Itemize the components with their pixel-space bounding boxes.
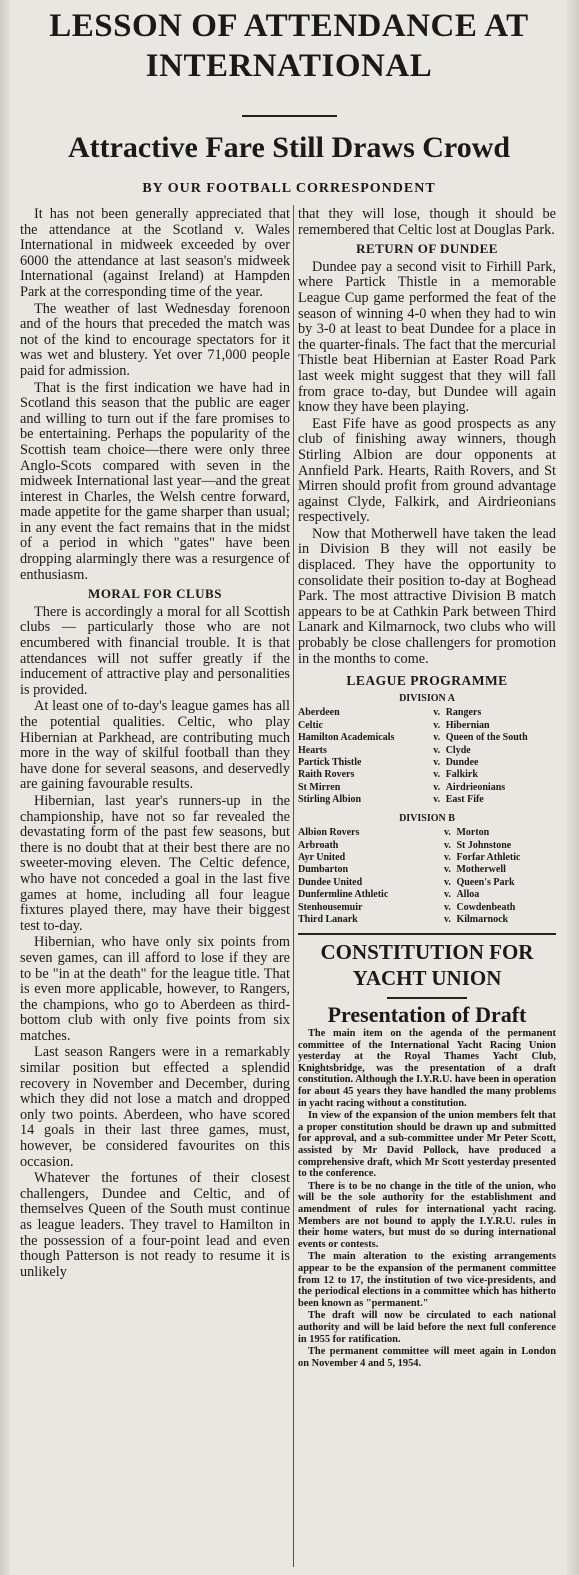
fixture-row — [298, 794, 556, 806]
fixture-versus: v. — [433, 744, 441, 756]
fixture-away: Rangers — [445, 707, 482, 719]
fixture-home: Third Lanark — [298, 914, 358, 926]
yacht-top-rule — [298, 933, 556, 935]
fixture-versus: v. — [433, 757, 441, 769]
fixture-away: Dundee — [445, 757, 479, 769]
fixture-home: Celtic — [298, 719, 323, 731]
paragraph: Hibernian, last year's runners-up in the championship, have not so far revealed the devastating form of the past few seasons, but there is no doubt that at their best there are no sweeter-moving eleven. The Celtic defence, who have not conceded a goal in the last five games at home, including all four league fixtures played there, may have their biggest test to-day. — [20, 792, 290, 934]
left-gutter — [0, 0, 10, 1575]
fixture-away: Hibernian — [445, 719, 490, 731]
paragraph: At least one of to-day's league games has all the potential qualities. Celtic, who play Hibernian at Parkhead, are contributing much more in the way of skilful football than they have done for several seasons, and deservedly are gaining favourable results. — [20, 698, 290, 793]
fixture-home: Stirling Albion — [298, 794, 362, 806]
paragraph: There is to be no change in the title of the union, who will be the sole authority for the establishment and amendment of rules for international yacht racing. Members are not bound to apply the I.Y.R.U. rules in their home waters, but must do so during international events or contests. — [298, 1180, 556, 1250]
byline: BY OUR FOOTBALL CORRESPONDENT — [142, 181, 436, 196]
right-gutter — [567, 0, 579, 1575]
fixture-home: Hearts — [298, 744, 327, 756]
fixture-row — [298, 720, 556, 732]
paragraph: That is the first indication we have had in Scotland this season that the public are eager and willing to turn out if the fare promises to be entertaining. Perhaps the popularity of the Scottish team choice—there were only three Anglo-Scots compared with seven in the midweek International last year—and the great interest in Charles, the Welsh centre forward, made appetite for the game sharper than usual; in any event the fact remains that in the midst of a period in which "gates" have been dropping alarmingly there was a resurgence of enthusiasm. — [20, 379, 290, 583]
fixture-away: Kilmarnock — [456, 914, 509, 926]
fixture-home: Raith Rovers — [298, 769, 355, 781]
fixture-versus: v. — [433, 732, 441, 744]
fixture-row — [298, 840, 556, 852]
paragraph: The permanent committee will meet again in London on November 4 and 5, 1954. — [298, 1346, 556, 1369]
fixture-away: Clyde — [445, 744, 471, 756]
yacht-body — [298, 1028, 556, 1369]
fixture-row — [298, 877, 556, 889]
fixture-away: Motherwell — [456, 864, 506, 876]
paragraph: The draft will now be circulated to each national authority and will be laid before the next full conference in 1955 for ratification. — [298, 1310, 556, 1345]
fixture-versus: v. — [433, 719, 441, 731]
fixture-home: Albion Rovers — [298, 827, 360, 839]
paragraph: The main alteration to the existing arrangements appear to be the expansion of the permanent committee from 12 to 17, the institution of two vice-presidents, and the periodical elections in a committee which has hitherto been known as "permanent." — [298, 1251, 556, 1309]
left-column — [20, 207, 290, 1281]
fixture-versus: v. — [443, 889, 451, 901]
fixture-versus: v. — [433, 769, 441, 781]
section-heading-moral: MORAL FOR CLUBS — [88, 586, 222, 602]
fixture-away: Airdrieonians — [445, 781, 506, 793]
column-divider — [293, 205, 294, 1567]
fixture-row — [298, 902, 556, 914]
section-heading-dundee: RETURN OF DUNDEE — [356, 241, 498, 257]
fixture-away: Alloa — [456, 889, 480, 901]
paragraph: It has not been generally appreciated that the attendance at the Scotland v. Wales International in midweek exceeded by over 6000 the attendance at last season's midweek International (against Ireland) at Hampden Park at the corresponding time of the year. — [20, 206, 290, 300]
paragraph: Last season Rangers were in a remarkably similar position but effected a splendid recovery in November and December, during which they did not lose a match and dropped only two points. Aberdeen, who have scored 14 goals in their last three games, must, however, be considered favourites on this occasion. — [20, 1044, 290, 1170]
fixture-away: Queen of the South — [445, 732, 528, 744]
fixture-row — [298, 732, 556, 744]
headline-rule — [242, 115, 337, 117]
fixture-home: Hamilton Academicals — [298, 732, 395, 744]
fixture-away: Forfar Athletic — [456, 852, 521, 864]
yacht-rule — [387, 997, 467, 999]
paragraph: There is accordingly a moral for all Scottish clubs — particularly those who are not encumbered with financial trouble. It is that attendances will not suffer greatly if the inducement of attractive play and personalities is provided. — [20, 603, 290, 698]
paragraph: East Fife have as good prospects as any club of finishing away winners, though Stirling Albion are dour opponents at Annfield Park. Hearts, Raith Rovers, and St Mirren should profit from ground advantage against Clyde, Falkirk, and Airdrieonians respectively. — [298, 415, 556, 526]
paragraph: Hibernian, who have only six points from seven games, can ill afford to lose if they are to be "in at the death" for the league title. That is even more applicable, however, to Rangers, the champions, who go to Aberdeen as third-bottom club with only five points from six matches. — [20, 934, 290, 1044]
right-column — [298, 207, 556, 1370]
paragraph: The weather of last Wednesday forenoon and of the hours that preceded the match was not of the kind to encourage spectators for it was wet and blustery. Yet over 71,000 people paid for admission. — [20, 300, 290, 379]
fixture-home: Aberdeen — [298, 707, 340, 719]
fixture-versus: v. — [443, 914, 451, 926]
fixture-row — [298, 757, 556, 769]
fixture-row — [298, 707, 556, 719]
division-b-fixtures — [298, 827, 556, 926]
fixture-row — [298, 782, 556, 794]
fixture-home: Partick Thistle — [298, 757, 362, 769]
fixture-versus: v. — [443, 901, 451, 913]
paragraph: Whatever the fortunes of their closest challengers, Dundee and Celtic, and of themselves Queen of the South must continue as league leaders. They travel to Hamilton in the possession of a four-point lead and even though Patterson is not ready to resume it is unlikely — [20, 1170, 290, 1280]
fixture-away: Queen's Park — [456, 876, 515, 888]
fixture-home: Dunfermline Athletic — [298, 889, 389, 901]
fixture-away: East Fife — [445, 794, 484, 806]
division-b-title: DIVISION B — [399, 812, 455, 824]
yacht-headline-line-2: YACHT UNION — [352, 965, 502, 990]
fixture-versus: v. — [443, 864, 451, 876]
fixture-home: Ayr United — [298, 852, 346, 864]
fixture-row — [298, 852, 556, 864]
paragraph-continuation: that they will lose, though it should be remembered that Celtic lost at Douglas Park. — [298, 206, 556, 238]
fixture-row — [298, 745, 556, 757]
fixture-away: Falkirk — [445, 769, 478, 781]
fixture-home: Dundee United — [298, 876, 363, 888]
fixture-home: St Mirren — [298, 781, 341, 793]
paragraph: In view of the expansion of the union members felt that a proper constitution should be drawn up and submitted for approval, and a sub-committee under Mr Peter Scott, assisted by Mr David Pollock, have produced a comprehensive draft, which Mr Scott yesterday presented to the conference. — [298, 1110, 556, 1180]
main-headline — [14, 6, 564, 86]
fixture-row — [298, 914, 556, 926]
yacht-subheadline: Presentation of Draft — [327, 1001, 527, 1027]
fixture-away: Cowdenbeath — [456, 901, 516, 913]
fixture-versus: v. — [433, 707, 441, 719]
subheadline: Attractive Fare Still Draws Crowd — [67, 131, 511, 164]
paragraph: Dundee pay a second visit to Firhill Park, where Partick Thistle in a memorable League Cup game performed the feat of the season of winning 4-0 when they had to win by 3-0 at least to beat Dundee for a place in the quarter-finals. The fact that the mercurial Thistle beat Hibernian at Easter Road Park last week might suggest that they will fall from grace to-day, but Dundee will again know they have been playing. — [298, 258, 556, 416]
yacht-headline-line-1: CONSTITUTION FOR — [320, 939, 534, 964]
league-programme-title: LEAGUE PROGRAMME — [346, 673, 508, 689]
headline-line-2: INTERNATIONAL — [145, 48, 433, 84]
fixture-home: Dumbarton — [298, 864, 349, 876]
division-a-fixtures — [298, 707, 556, 806]
division-a-title: DIVISION A — [399, 692, 455, 704]
fixture-versus: v. — [443, 839, 451, 851]
fixture-away: St Johnstone — [456, 839, 512, 851]
fixture-versus: v. — [433, 781, 441, 793]
fixture-row — [298, 827, 556, 839]
fixture-versus: v. — [443, 852, 451, 864]
fixture-versus: v. — [433, 794, 441, 806]
paragraph: The main item on the agenda of the permanent committee of the International Yacht Racing Union yesterday at the Royal Thames Yacht Club, Knightsbridge, was the presentation of a draft constitution. Although the I.Y.R.U. have been in operation for about 45 years they have handled the many problems in yacht racing without a constitution. — [298, 1028, 556, 1109]
fixture-home: Stenhousemuir — [298, 901, 363, 913]
fixture-home: Arbroath — [298, 839, 339, 851]
fixture-row — [298, 889, 556, 901]
fixture-versus: v. — [443, 827, 451, 839]
headline-line-1: LESSON OF ATTENDANCE AT — [49, 8, 529, 44]
fixture-away: Morton — [456, 827, 490, 839]
paragraph: Now that Motherwell have taken the lead in Division B they will not easily be displaced. They have the opportunity to consolidate their position to-day at Boghead Park. The most attractive Division B match appears to be at Cathkin Park between Third Lanark and Kilmarnock, two clubs who will probably be close challengers for promotion in the months to come. — [298, 525, 556, 667]
fixture-versus: v. — [443, 876, 451, 888]
fixture-row — [298, 769, 556, 781]
fixture-row — [298, 864, 556, 876]
